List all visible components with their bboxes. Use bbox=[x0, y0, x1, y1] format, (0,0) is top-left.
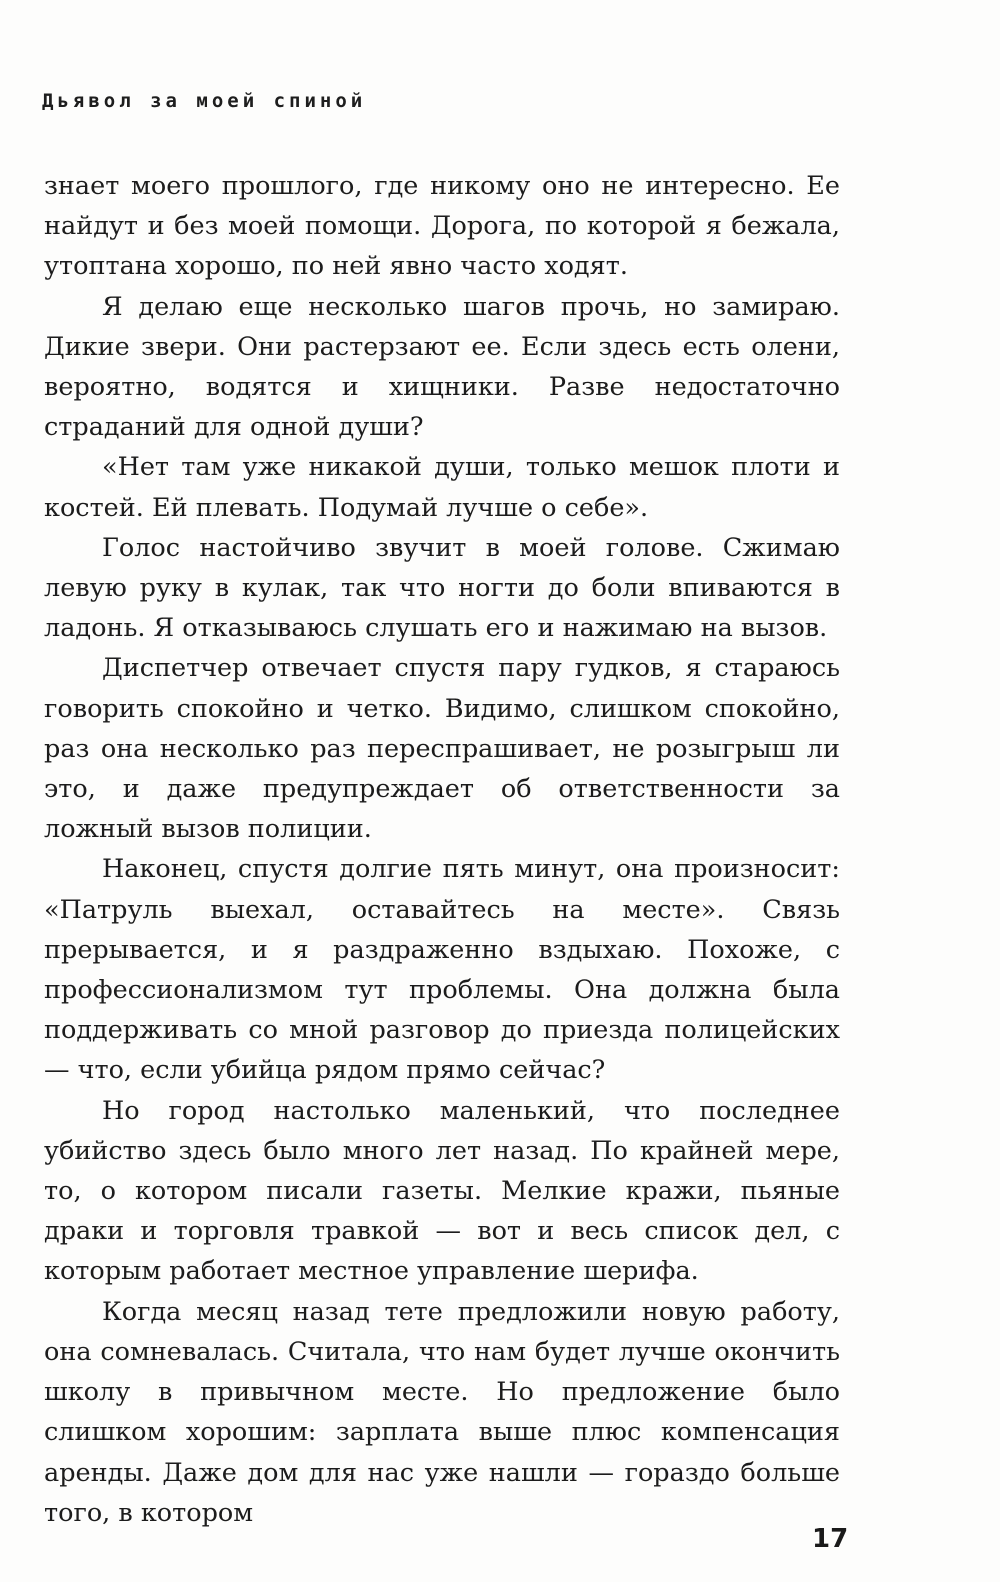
paragraph-8: Когда месяц назад тете предложили новую работу, она сомневалась. Считала, что нам будет лучше окончить школу в привычном месте. Но предложение было слишком хорошим: зарплата выше плюс компенсация аренды. Даже дом для нас уже нашли — гораздо больше того, в котором bbox=[44, 1296, 840, 1528]
paragraph-5: Диспетчер отвечает спустя пару гудков, я стараюсь говорить спокойно и четко. Видимо, слишком спокойно, раз она несколько раз переспрашивает, не розыгрыш ли это, и даже предупреждает об ответственности за ложный вызов полиции. bbox=[44, 653, 840, 845]
running-head-title: Дьявол за моей спиной bbox=[42, 90, 367, 112]
paragraph-4: Голос настойчиво звучит в моей голове. Сжимаю левую руку в кулак, так что ногти до боли впиваются в ладонь. Я отказываюсь слушать его и нажимаю на вызов. bbox=[44, 532, 840, 644]
paragraph-7: Но город настолько маленький, что последнее убийство здесь было много лет назад. По крайней мере, то, о котором писали газеты. Мелкие кражи, пьяные драки и торговля травкой — вот и весь список дел, с которым работает местное управление шерифа. bbox=[44, 1095, 840, 1287]
paragraph-3: «Нет там уже никакой души, только мешок плоти и костей. Ей плевать. Подумай лучше о себе». bbox=[44, 452, 840, 523]
body-text bbox=[44, 166, 840, 1533]
page-number: 17 bbox=[812, 1524, 849, 1554]
paragraph-6: Наконец, спустя долгие пять минут, она произносит: «Патруль выехал, оставайтесь на месте». Связь прерывается, и я раздраженно вздыхаю. Похоже, с профессионализмом тут проблемы. Она должна была поддерживать со мной разговор до приезда полицейских — что, если убийца рядом прямо сейчас? bbox=[44, 854, 840, 1086]
paragraph-1: знает моего прошлого, где никому оно не интересно. Ее найдут и без моей помощи. Дорога, по которой я бежала, утоптана хорошо, по ней явно часто ходят. bbox=[44, 171, 840, 282]
paragraph-2: Я делаю еще несколько шагов прочь, но замираю. Дикие звери. Они растерзают ее. Если здесь есть олени, вероятно, водятся и хищники. Разве недостаточно страданий для одной души? bbox=[44, 291, 840, 443]
